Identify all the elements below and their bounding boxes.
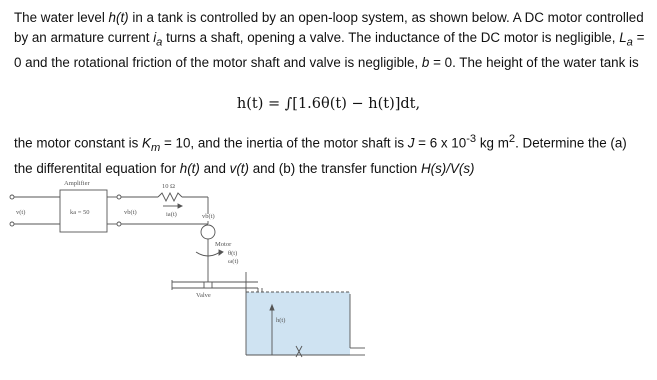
water-fill xyxy=(246,292,350,355)
resistor-label: 10 Ω xyxy=(162,183,175,190)
inlet-pipe xyxy=(172,280,258,290)
level-label: h(t) xyxy=(276,317,286,324)
omega-label: ω(t) xyxy=(228,258,239,265)
resistor xyxy=(158,193,182,201)
motor-label: Motor xyxy=(215,241,232,248)
motor xyxy=(201,225,215,239)
problem-paragraph-1: The water level h(t) in a tank is controlled by an open-loop system, as shown below. A DC motor controlled by an armature current $i_a$ turns a shaft, opening a valve. The inductance of the DC motor is negligible, $L_a = 0$ and the rotational friction of the motor shaft and valve is negligible, b = 0. The height of the water tank is xyxy=(14,10,645,70)
valve xyxy=(204,282,212,288)
amplifier-output-terminals xyxy=(107,195,208,226)
input-label: v(t) xyxy=(16,209,26,216)
problem-paragraph-2: the motor constant is $K_m = 10$, and the inertia of the motor shaft is J = 6 x $10^{-3}$ kg $m^2$. Determine the (a) the differentital equation for h(t) and v(t) and (b) the transfer function H(s)/V(s) xyxy=(14,133,627,176)
valve-label: Valve xyxy=(196,292,211,299)
back-emf-label: vb(t) xyxy=(202,213,215,220)
theta-label: θ(t) xyxy=(228,250,238,257)
amp-output-label: vb(t) xyxy=(124,209,137,216)
water-level-system-figure xyxy=(0,172,400,377)
current-label: ia(t) xyxy=(166,211,177,218)
amplifier-label: Amplifier xyxy=(64,180,90,187)
gain-label: ka = 50 xyxy=(70,209,90,216)
height-equation: h(t) = ∫[1.6θ(t) − h(t)]dt, xyxy=(236,96,421,112)
